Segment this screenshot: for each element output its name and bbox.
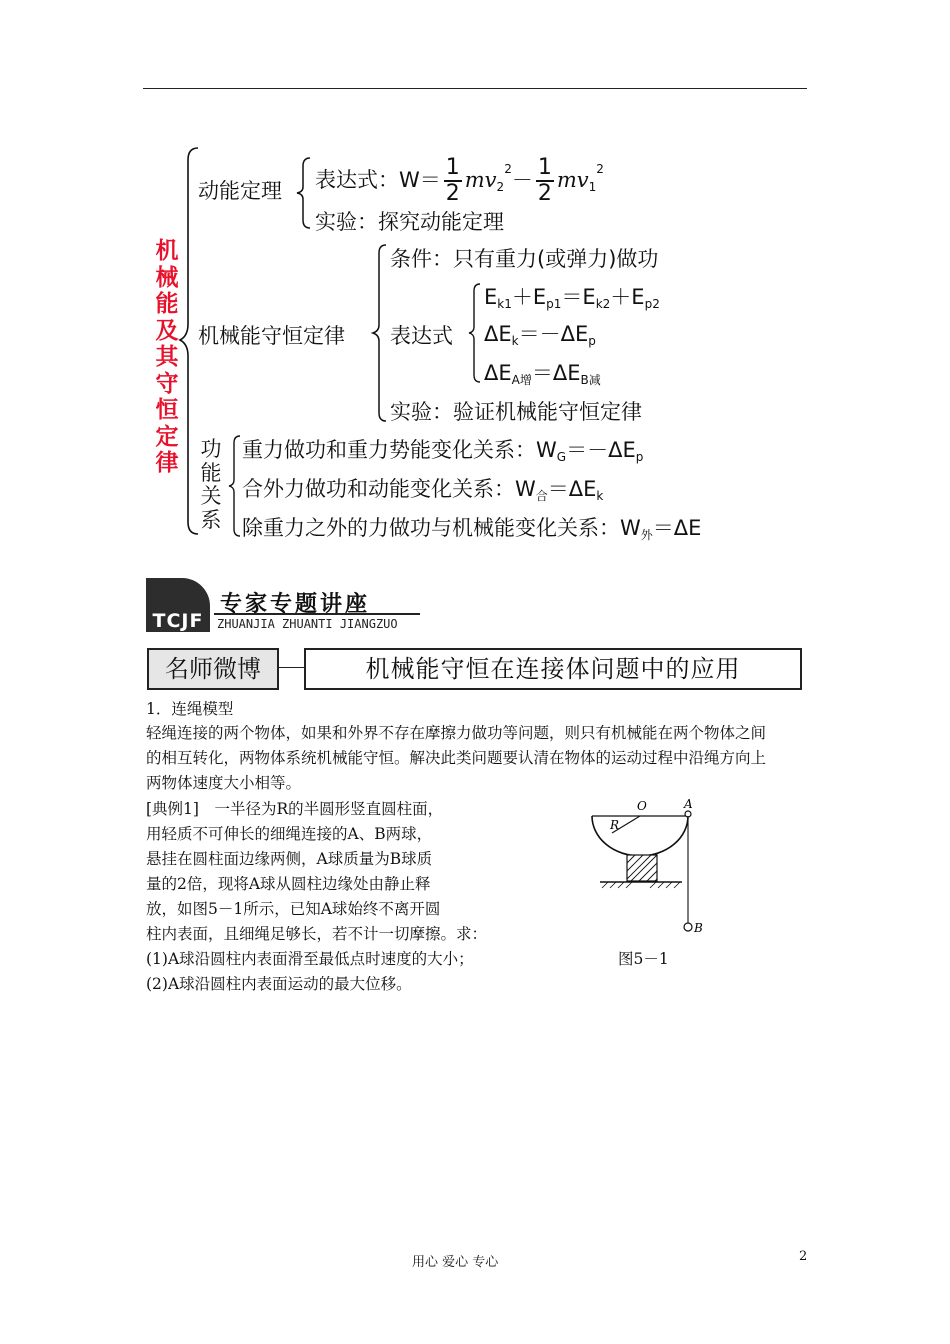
relation-gravity: 重力做功和重力势能变化关系：$W_G=-\Delta E_p$ (242, 438, 644, 464)
footer-motto: 用心 爱心 专心 (412, 1255, 499, 1270)
relation-net-force: 合外力做功和动能变化关系：$W_合=\Delta E_k$ (242, 477, 604, 503)
label-R: R (610, 818, 620, 832)
label-A: A (684, 797, 693, 811)
fraction-half-1: $\frac{1}{2}$ (445, 155, 460, 206)
kinetic-theorem-label: 动能定理 (198, 179, 282, 203)
kinetic-expr-prefix: 表达式：W＝ (315, 168, 441, 192)
page-number: 2 (799, 1249, 808, 1264)
example-line-6: 柱内表面，且细绳足够长，若不计一切摩擦。求： (146, 925, 488, 943)
figure-caption: 图5－1 (618, 950, 669, 968)
relation-nonconservative: 除重力之外的力做功与机械能变化关系：$W_外=\Delta E$ (242, 516, 702, 542)
example-line-1: [典例1] 一半径为R的半圆形竖直圆柱面， (146, 800, 444, 818)
expression-brace (466, 282, 484, 384)
label-O: O (637, 799, 647, 813)
banner-pinyin: ZHUANJIA ZHUANTI JIANGZUO (217, 617, 398, 631)
conservation-experiment: 实验：验证机械能守恒定律 (390, 400, 642, 424)
label-B: B (694, 921, 703, 935)
banner-title: 专家专题讲座 (220, 592, 371, 617)
vertical-title: 机械能及其守恒定律 (155, 238, 179, 476)
section-title: 1．连绳模型 (146, 700, 234, 718)
header-rule (143, 88, 807, 89)
conservation-condition: 条件：只有重力(或弹力)做功 (390, 247, 659, 271)
conservation-label: 机械能守恒定律 (198, 324, 345, 348)
example-line-2: 用轻质不可伸长的细绳连接的A、B两球， (146, 825, 433, 843)
work-energy-label: 功能关系 (200, 437, 222, 532)
heading-connector (277, 667, 304, 668)
figure-semicylinder (590, 793, 720, 943)
equation-3: $\Delta E_{A增}=\Delta E_{B减}$ (484, 361, 601, 387)
paragraph-line-1: 轻绳连接的两个物体，如果和外界不存在摩擦力做功等问题，则只有机械能在两个物体之间 (146, 724, 767, 742)
equation-1: $E_{k1}+E_{p1}=E_{k2}+E_{p2}$ (484, 285, 660, 311)
question-2: (2)A球沿圆柱内表面运动的最大位移。 (146, 975, 412, 993)
paragraph-line-2: 的相互转化，两物体系统机械能守恒。解决此类问题要认清在物体的运动过程中沿绳方向上 (146, 749, 767, 767)
example-line-4: 量的2倍，现将A球从圆柱边缘处由静止释 (146, 875, 431, 893)
paragraph-line-3: 两物体速度大小相等。 (146, 774, 302, 792)
kinetic-experiment: 实验：探究动能定理 (315, 210, 504, 234)
conservation-expr-label: 表达式 (390, 324, 453, 348)
heading-title: 机械能守恒在连接体问题中的应用 (304, 648, 802, 690)
banner-underline (214, 613, 420, 615)
question-1: (1)A球沿圆柱内表面滑至最低点时速度的大小； (146, 950, 474, 968)
fraction-half-2: $\frac{1}{2}$ (537, 155, 552, 206)
equation-2: $\Delta E_k=-\Delta E_p$ (484, 322, 596, 348)
example-line-3: 悬挂在圆柱面边缘两侧，A球质量为B球质 (146, 850, 433, 868)
heading-tag: 名师微博 (147, 648, 279, 690)
kinetic-expression: 表达式：W＝ $\frac{1}{2}$ $mv_2^2-$ $\frac{1}{2}$ $mv_1^2$ (315, 155, 604, 206)
example-line-5: 放，如图5－1所示，已知A球始终不离开圆 (146, 900, 441, 918)
kinetic-brace (294, 156, 314, 230)
conservation-brace (370, 243, 390, 423)
tcjf-logo: TCJF (146, 578, 210, 632)
